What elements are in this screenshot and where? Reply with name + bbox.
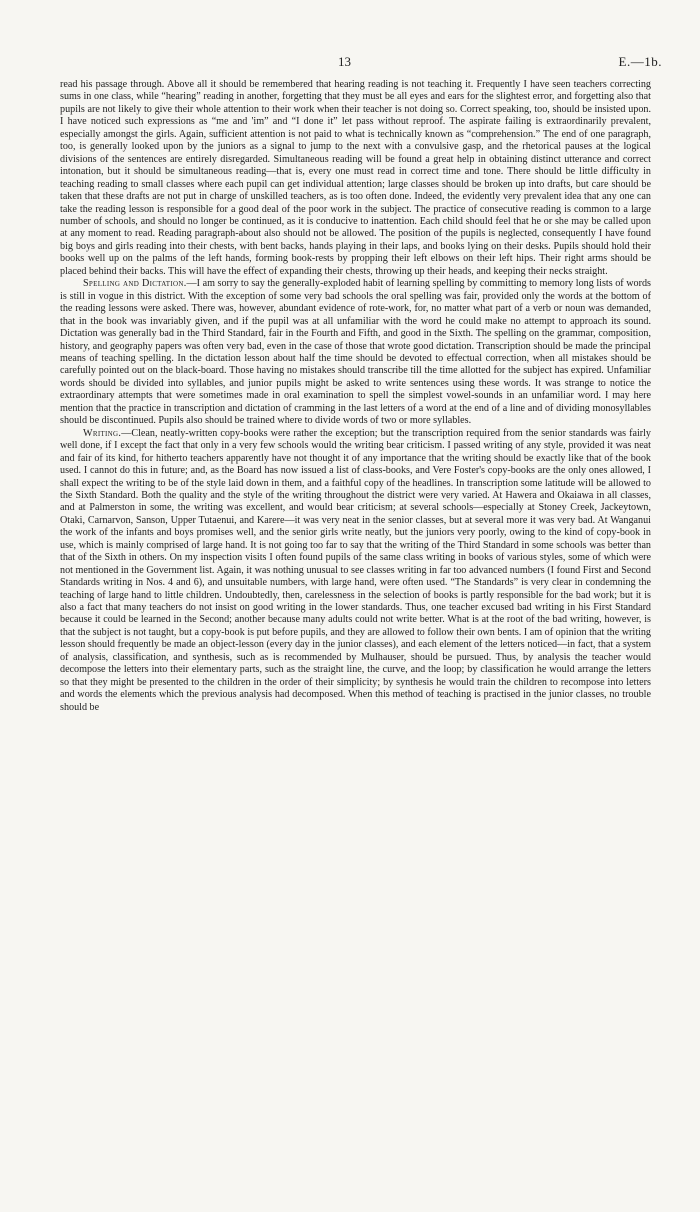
section-heading: Spelling and Dictation. <box>83 278 187 290</box>
document-reference: E.—1b. <box>618 54 662 69</box>
paragraph-text: read his passage through. Above all it should be remembered that hearing reading is not teaching it. Frequently I have seen teachers correcting sums in one class, while “hearing” reading in another, forgetting that they must be all eyes and ears for the slightest error, and forgetting also that pupils are not likely to give their whole attention to their work when their teacher is not doing so. Correct speaking, too, should be insisted upon. I have noticed such expressions as “me and 'im” and “I done it” let pass without reproof. The aspirate failing is extraordinarily prevalent, especially amongst the girls. Again, sufficient attention is not paid to what is technically known as “comprehension.” The end of one paragraph, too, is generally looked upon by the juniors as a signal to jump to the next with a convulsive gasp, and the rhetorical pauses at the logical divisions of the sentences are entirely disregarded. Simultaneous reading will be found a great help in obtaining distinct utterance and correct intonation, but it should be simultaneous reading—that is, every one must read in correct time and tone. There should be little difficulty in teaching reading to small classes where each pupil can get individual attention; large classes should be broken up into drafts, but care should be taken that these drafts are not put in charge of unskilled teachers, as is too often done. Indeed, the evidently very prevalent idea that any one can take the reading lesson is responsible for a good deal of the poor work in the subject. The practice of consecutive reading is common to a large number of schools, and should no longer be continued, as it is conducive to inattention. Each child should feel that he or she may be called upon at any moment to read. Reading paragraph-about also should not be allowed. The position of the pupils is neglected, consequently I have found big boys and girls reading into their chests, with bent backs, hands playing in their laps, and books lying on their desks. Pupils should hold their books well up on the palms of the left hands, forming book-rests by propping their left elbows on their left hips. Their right arms should be placed behind their backs. This will have the effect of expanding their chests, throwing up their heads, and keeping their necks straight. <box>60 79 651 277</box>
paragraph-text: —Clean, neatly-written copy-books were rather the exception; but the transcription required from the senior standards was fairly well done, if I except the fact that only in a very few schools would the writing bear criticism. I passed writing of any style, provided it was neat and fair of its kind, for hitherto teachers apparently have not thought it of any importance that the writing should be exactly like that of the book used. I cannot do this in future; and, as the Board has now issued a list of class-books, and Vere Foster's copy-books are the only ones allowed, I shall expect the writing to be of the style laid down in them, and a faithful copy of the headlines. In transcription some latitude will be allowed to the Sixth Standard. Both the quality and the style of the writing throughout the district were very varied. At Hawera and Okaiawa in all classes, and at Palmerston in some, the writing was excellent, and would bear criticism; at several schools—especially at Stoney Creek, Jackeytown, Otaki, Carnarvon, Sanson, Upper Tutaenui, and Karere—it was very neat in the senior classes, but at several more it was very bad. At Wanganui the work of the infants and boys promises well, and the senior girls write neatly, but the juniors very poorly, owing to the kind of copy-book in use, which is mainly comprised of large hand. It is not going too far to say that the writing of the Third Standard in some schools was better than that of the Sixth in others. On my inspection visits I often found pupils of the same class writing in books of various styles, some of which were not mentioned in the Government list. Again, it was nothing unusual to see classes writing in far too advanced numbers (I found First and Second Standards writing in Nos. 4 and 6), and unsuitable numbers, with large hand, were often used. “The Standards” is very clear in condemning the teaching of large hand to little children. Undoubtedly, then, carelessness in the selection of books is partly responsible for the bad work; but it is also a fact that many teachers do not insist on good writing in the lower standards. Thus, one teacher excused bad writing in his First Standard because it could be learned in the Second; another because many adults could not write better. What is at the root of the bad writing, however, is that the subject is not taught, but a copy-book is put before pupils, and they are allowed to follow their own bents. I am of opinion that the writing lesson should frequently be made an object-lesson (every day in the junior classes), and each element of the letters noticed—in fact, that a system of analysis, classification, and synthesis, such as is recommended by Mulhauser, should be pursued. Thus, by analysis the teacher would decompose the letters into their elementary parts, such as the straight line, the curve, and the loop; by classification he would arrange the letters so that they might be presented to the children in the order of their simplicity; by synthesis he would train the children to recompose into letters and words the elements which the previous analysis had decomposed. When this method of teaching is practised in the junior classes, no trouble should be <box>60 427 651 713</box>
paragraph-reading-continued <box>60 79 651 278</box>
paragraph-writing <box>60 428 651 714</box>
body-text <box>60 79 651 714</box>
paragraph-text: —I am sorry to say the generally-exploded habit of learning spelling by committing to memory long lists of words is still in vogue in this district. With the exception of some very bad schools the oral spelling was fair, provided only the words at the bottom of the reading lessons were asked. There was, however, abundant evidence of rote-work, for, no matter what part of a verb or noun was demanded, that in the book was invariably given, and if the pupil was at all unfamiliar with the word he could make no attempt to approach its sound. Dictation was generally bad in the Third Standard, fair in the Fourth and Fifth, and good in the Sixth. The spelling on the grammar, composition, history, and geography papers was often very bad, even in the case of those that wrote good dictation. Transcription should be made the principal means of teaching spelling. In the dictation lesson about half the time should be devoted to effectual correction, when all mistakes should be carefully pointed out on the black-board. Those having no mistakes should transcribe till the time allotted for the subject has expired. Unfamiliar words should be divided into syllables, and junior pupils might be asked to write sentences using these words. It was strange to notice the extraordinary attempts that were sometimes made in oral examination to spell the simplest vowel-sounds in an unfamiliar word. I may here mention that the practice in transcription and dictation of cramming in the last letters of a word at the end of a line and of dividing monosyllables should be discontinued. Pupils also should be trained where to divide words of two or more syllables. <box>60 278 651 427</box>
section-heading: Writing. <box>83 427 122 439</box>
page-header <box>60 54 662 70</box>
page-number: 13 <box>338 54 351 69</box>
paragraph-spelling-and-dictation <box>60 278 651 427</box>
